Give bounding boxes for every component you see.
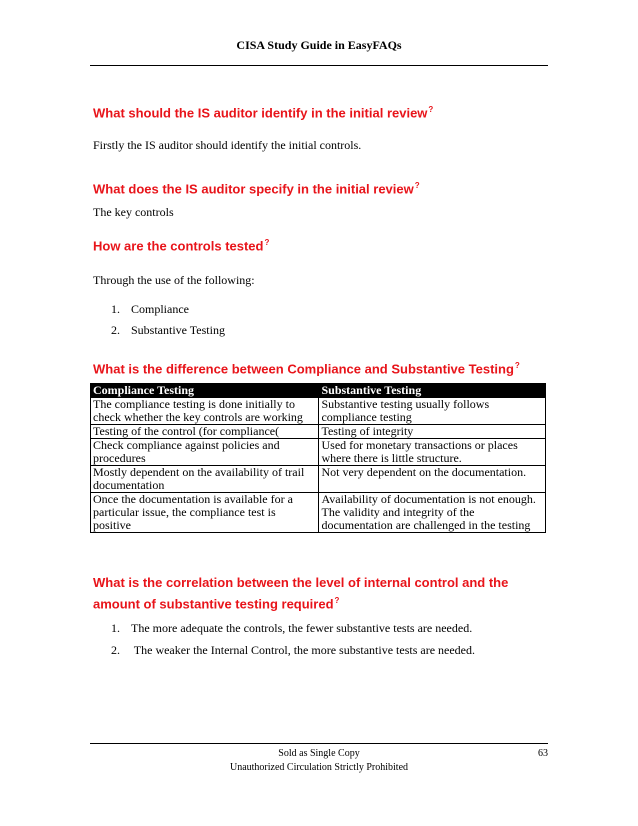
question-text: What is the correlation between the level of internal control and the amount of substantive testing required — [93, 575, 509, 612]
list-item — [111, 621, 472, 635]
table-cell: Used for monetary transactions or places where there is little structure. — [319, 439, 546, 466]
question-mark: ? — [514, 361, 520, 370]
question-text: What should the IS auditor identify in the initial review — [93, 105, 428, 121]
table-row — [91, 493, 546, 533]
list-item — [111, 323, 225, 337]
header-rule — [90, 65, 548, 66]
list-text: Substantive Testing — [131, 323, 225, 337]
table-row — [91, 466, 546, 493]
list-number: 1. — [111, 621, 120, 635]
question-mark: ? — [264, 238, 270, 247]
answer-text: Through the use of the following: — [93, 273, 255, 287]
list-text: The more adequate the controls, the fewer substantive tests are needed. — [131, 621, 473, 635]
list-number: 1. — [111, 302, 120, 316]
table-row — [91, 398, 546, 425]
table-cell: Once the documentation is available for a particular issue, the compliance test is positive — [91, 493, 319, 533]
column-header: Compliance Testing — [91, 384, 319, 398]
list-text: Compliance — [131, 302, 189, 316]
list-text: The weaker the Internal Control, the more substantive tests are needed. — [131, 643, 475, 657]
footer-rule — [90, 743, 548, 744]
list-number: 2. — [111, 323, 120, 337]
page-footer — [90, 747, 548, 775]
footer-sold-line: Sold as Single Copy — [278, 748, 360, 759]
table-cell: The compliance testing is done initially to check whether the key controls are working — [91, 398, 319, 425]
table-row — [91, 439, 546, 466]
comparison-table — [90, 383, 546, 533]
question-mark: ? — [428, 105, 434, 114]
answer-text: The key controls — [93, 205, 174, 219]
question-mark: ? — [414, 181, 420, 190]
answer-text: Firstly the IS auditor should identify the initial controls. — [93, 138, 362, 152]
question-heading — [93, 101, 543, 122]
table-cell: Testing of integrity — [319, 425, 546, 439]
question-text: What is the difference between Compliance and Substantive Testing — [93, 361, 514, 377]
column-header: Substantive Testing — [319, 384, 546, 398]
question-mark: ? — [334, 596, 340, 605]
question-heading — [93, 574, 543, 613]
table-cell: Substantive testing usually follows compliance testing — [319, 398, 546, 425]
table-row — [91, 425, 546, 439]
list-item — [111, 302, 189, 316]
table-cell: Mostly dependent on the availability of trail documentation — [91, 466, 319, 493]
table-cell: Availability of documentation is not enough. The validity and integrity of the documentation are challenged in the testing — [319, 493, 546, 533]
question-heading — [93, 177, 543, 198]
question-text: How are the controls tested — [93, 238, 264, 254]
table-header-row — [91, 384, 546, 398]
question-text: What does the IS auditor specify in the initial review — [93, 181, 414, 197]
list-number: 2. — [111, 643, 120, 657]
list-item — [111, 643, 475, 657]
page-header-title: CISA Study Guide in EasyFAQs — [236, 38, 402, 52]
table-cell: Check compliance against policies and procedures — [91, 439, 319, 466]
question-heading — [93, 234, 543, 255]
table-cell: Testing of the control (for compliance( — [91, 425, 319, 439]
footer-notice-line: Unauthorized Circulation Strictly Prohibited — [229, 762, 409, 773]
question-heading — [93, 357, 543, 378]
page-number: 63 — [538, 748, 548, 759]
table-cell: Not very dependent on the documentation. — [319, 466, 546, 493]
